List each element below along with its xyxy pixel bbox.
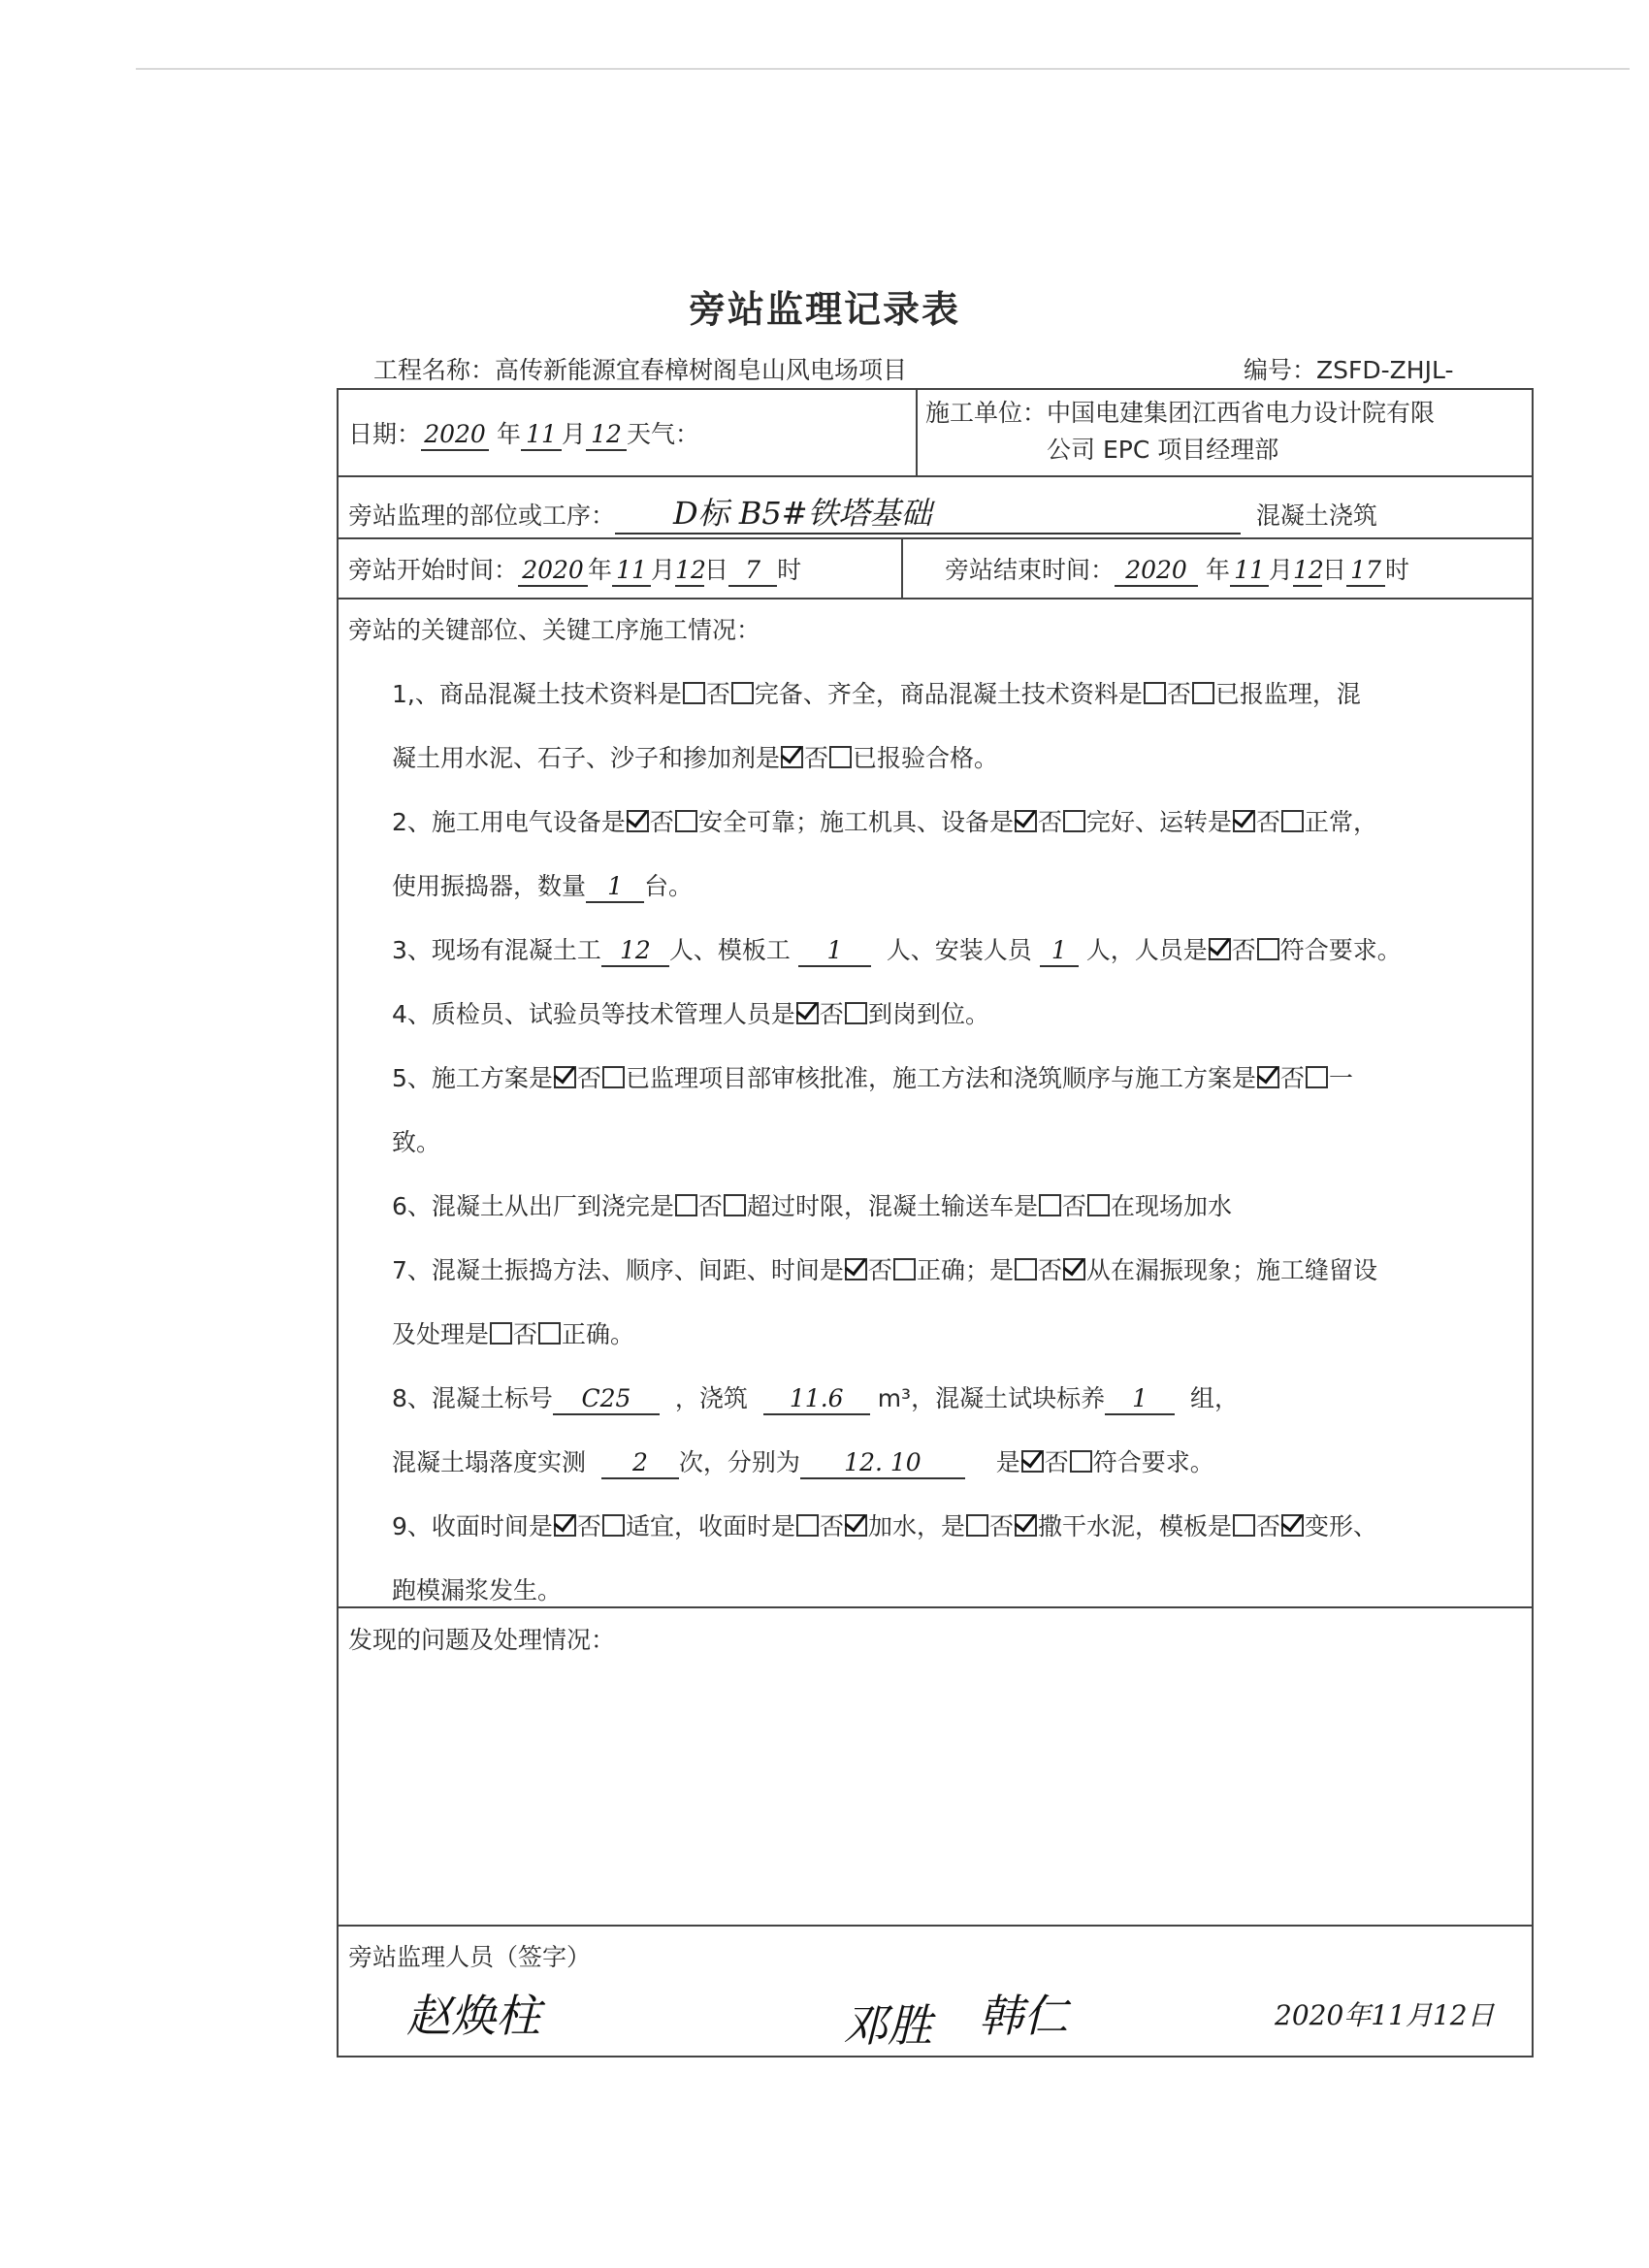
form-text: 否: [819, 1000, 844, 1028]
checkbox-no[interactable]: [724, 1194, 746, 1216]
checkbox-yes-checked[interactable]: [627, 810, 649, 832]
checkbox-no-checked[interactable]: [1063, 1258, 1085, 1280]
checkbox-yes-checked[interactable]: [1257, 1066, 1279, 1088]
date-label: 日期：: [348, 420, 422, 448]
specimen-groups: 1: [1105, 1383, 1175, 1415]
checkbox-yes[interactable]: [966, 1514, 988, 1537]
form-text: 次，分别为: [678, 1448, 800, 1476]
checkbox-no[interactable]: [1070, 1450, 1092, 1473]
form-text: 变形、: [1305, 1512, 1378, 1540]
project-value: 高传新能源宜春樟树阁皂山风电场项目: [495, 356, 908, 384]
date-day: 12: [586, 419, 627, 451]
form-text: 符合要求。: [1279, 936, 1402, 964]
unit-hour: 时: [1385, 556, 1410, 584]
form-text: 已报验合格。: [853, 744, 999, 772]
checkbox-no-checked[interactable]: [845, 1514, 867, 1537]
form-text: m³，混凝土试块标养: [877, 1384, 1106, 1412]
form-text: 1,、商品混凝土技术资料是: [392, 680, 682, 708]
col-divider: [901, 537, 903, 598]
form-text: 撒干水泥，模板是: [1038, 1512, 1233, 1540]
unit-year: 年: [588, 556, 613, 584]
item-9-line-1: [392, 1511, 1377, 1541]
code-value: ZSFD-ZHJL-: [1316, 356, 1454, 384]
form-text: 安全可靠；施工机具、设备是: [697, 808, 1014, 836]
section-heading: 旁站的关键部位、关键工序施工情况：: [348, 616, 761, 644]
concrete-grade: C25: [553, 1383, 660, 1415]
form-text: 否: [867, 1256, 892, 1284]
start-time-field: [348, 555, 801, 587]
checkbox-yes-checked[interactable]: [781, 746, 803, 768]
form-text: 超过时限，混凝土输送车是: [746, 1192, 1038, 1220]
checkbox-no-checked[interactable]: [1281, 1514, 1304, 1537]
signature-2: 邓胜: [843, 1999, 932, 2052]
item-5-line-1: [392, 1063, 1353, 1093]
form-text: 否: [576, 1512, 601, 1540]
installers: 1: [1040, 935, 1079, 967]
form-text: 人、安装人员: [886, 936, 1032, 964]
item-7-line-2: [392, 1319, 634, 1349]
checkbox-no[interactable]: [845, 1002, 867, 1024]
form-title: 旁站监理记录表: [688, 288, 960, 331]
form-text: 符合要求。: [1092, 1448, 1214, 1476]
end-hour: 17: [1346, 555, 1385, 587]
slump-tests: 2: [601, 1447, 679, 1479]
row-divider: [339, 1606, 1532, 1608]
date-field: [348, 419, 699, 451]
start-month: 11: [612, 555, 651, 587]
part-label: 旁站监理的部位或工序：: [348, 502, 616, 530]
form-text: 正确。: [562, 1320, 635, 1348]
end-month: 11: [1230, 555, 1269, 587]
item-9-line-2: 跑模漏浆发生。: [392, 1576, 563, 1604]
problems-label: 发现的问题及处理情况：: [348, 1626, 616, 1654]
form-text: 及处理是: [392, 1320, 490, 1348]
slump-values: 12. 10: [800, 1447, 965, 1479]
form-text: 否: [1037, 808, 1062, 836]
scan-edge-line: [136, 68, 1630, 70]
form-text: 4、质检员、试验员等技术管理人员是: [392, 1000, 795, 1028]
form-text: 台。: [644, 872, 694, 900]
checkbox-yes-checked[interactable]: [845, 1258, 867, 1280]
item-4: [392, 999, 989, 1029]
form-text: 一: [1328, 1064, 1353, 1092]
item-6: [392, 1191, 1232, 1221]
form-text: 从在漏振现象；施工缝留设: [1085, 1256, 1377, 1284]
form-text: 正确；是: [916, 1256, 1014, 1284]
form-text: 完备、齐全，商品混凝土技术资料是: [754, 680, 1143, 708]
signature-1: 赵焕柱: [406, 1990, 540, 2042]
signature-3: 韩仁: [979, 1990, 1068, 2042]
unit-month: 月: [651, 556, 676, 584]
vibrator-count: 1: [586, 871, 644, 903]
form-text: 否: [1166, 680, 1191, 708]
form-text: 6、混凝土从出厂到浇完是: [392, 1192, 674, 1220]
start-label: 旁站开始时间：: [348, 556, 519, 584]
item-8-line-1: [392, 1383, 1239, 1415]
form-text: 否: [804, 744, 829, 772]
checkbox-no[interactable]: [1306, 1066, 1328, 1088]
unit-day: 日: [704, 556, 729, 584]
checkbox-yes[interactable]: [1039, 1194, 1061, 1216]
form-text: 已监理项目部审核批准，施工方法和浇筑顺序与施工方案是: [625, 1064, 1256, 1092]
weather-label: 天气：: [627, 420, 700, 448]
form-text: 是: [995, 1448, 1020, 1476]
unit-month: 月: [1268, 556, 1293, 584]
start-day: 12: [675, 555, 704, 587]
part-value: D标 B5#铁塔基础: [615, 494, 1241, 535]
form-text: 加水，是: [867, 1512, 965, 1540]
form-text: 到岗到位。: [867, 1000, 989, 1028]
form-text: 否: [819, 1512, 844, 1540]
row-divider: [339, 537, 1532, 539]
project-label: 工程名称：: [373, 356, 496, 384]
form-text: 否: [1044, 1448, 1069, 1476]
project-name: [373, 351, 907, 386]
year-unit: 年: [496, 420, 521, 448]
contractor-line2: 公司 EPC 项目经理部: [1047, 436, 1279, 464]
form-text: 否: [1061, 1192, 1086, 1220]
form-text: 否: [1231, 936, 1256, 964]
formwork-workers: 1: [798, 935, 871, 967]
concrete-workers: 12: [601, 935, 669, 967]
checkbox-no[interactable]: [1257, 938, 1279, 960]
signature-date: 2020年11月12日: [1275, 1999, 1495, 2031]
row-divider: [339, 598, 1532, 599]
checkbox-yes[interactable]: [490, 1322, 512, 1345]
form-text: 完好、运转是: [1085, 808, 1232, 836]
checkbox-no[interactable]: [602, 1066, 625, 1088]
form-text: 8、混凝土标号: [392, 1384, 553, 1412]
item-5-line-2: 致。: [392, 1128, 441, 1156]
form-text: 使用振捣器，数量: [392, 872, 587, 900]
contractor-label: 施工单位：: [925, 399, 1048, 427]
form-text: 否: [1255, 808, 1280, 836]
form-text: 2、施工用电气设备是: [392, 808, 626, 836]
form-text: 否: [513, 1320, 538, 1348]
checkbox-yes[interactable]: [796, 1514, 819, 1537]
item-2-line-1: [392, 807, 1377, 837]
checkbox-no-checked[interactable]: [1015, 1514, 1037, 1537]
checkbox-no[interactable]: [675, 810, 697, 832]
unit-hour: 时: [777, 556, 802, 584]
form-text: ，浇筑: [674, 1384, 748, 1412]
checkbox-yes-checked[interactable]: [1209, 938, 1231, 960]
form-text: 7、混凝土振捣方法、顺序、间距、时间是: [392, 1256, 844, 1284]
checkbox-yes[interactable]: [675, 1194, 697, 1216]
item-2-line-2: [392, 871, 693, 903]
checkbox-yes-checked[interactable]: [1233, 810, 1255, 832]
form-text: 组，: [1190, 1384, 1240, 1412]
checkbox-no[interactable]: [1063, 810, 1085, 832]
end-year: 2020: [1115, 555, 1198, 587]
record-form: [337, 388, 1534, 2057]
checkbox-no[interactable]: [829, 746, 852, 768]
form-text: 人，人员是: [1085, 936, 1208, 964]
form-text: 5、施工方案是: [392, 1064, 553, 1092]
form-text: 否: [1037, 1256, 1062, 1284]
form-text: 否: [1279, 1064, 1305, 1092]
checkbox-no[interactable]: [1281, 810, 1304, 832]
checkbox-yes[interactable]: [683, 682, 705, 704]
form-text: 否: [705, 680, 730, 708]
code-label: 编号：: [1244, 356, 1317, 384]
checkbox-yes-checked[interactable]: [1021, 1450, 1044, 1473]
item-3: [392, 935, 1402, 967]
date-month: 11: [521, 419, 562, 451]
end-day: 12: [1293, 555, 1322, 587]
row-divider: [339, 1925, 1532, 1927]
checkbox-no[interactable]: [893, 1258, 916, 1280]
form-text: 否: [649, 808, 674, 836]
checkbox-no[interactable]: [731, 682, 754, 704]
signature-label: 旁站监理人员（签字）: [348, 1943, 592, 1971]
checkbox-no[interactable]: [602, 1514, 625, 1537]
end-time-field: [945, 555, 1409, 587]
checkbox-yes[interactable]: [1233, 1514, 1255, 1537]
checkbox-yes-checked[interactable]: [796, 1002, 819, 1024]
item-1-line-1: [392, 679, 1361, 709]
checkbox-yes-checked[interactable]: [1015, 810, 1037, 832]
form-text: 适宜，收面时是: [625, 1512, 795, 1540]
contractor-line1: [925, 398, 1435, 428]
form-text: 已报监理，混: [1214, 680, 1361, 708]
checkbox-yes[interactable]: [1015, 1258, 1037, 1280]
checkbox-no[interactable]: [1192, 682, 1214, 704]
process-value: 混凝土浇筑: [1255, 502, 1377, 530]
row-divider: [339, 475, 1532, 477]
form-text: 否: [1256, 1512, 1281, 1540]
col-divider: [916, 390, 918, 475]
form-text: 凝土用水泥、石子、沙子和掺加剂是: [392, 744, 781, 772]
document-code: [1244, 351, 1453, 386]
checkbox-yes[interactable]: [1144, 682, 1166, 704]
form-text: 在现场加水: [1110, 1192, 1232, 1220]
item-7-line-1: [392, 1255, 1377, 1285]
date-year: 2020: [421, 419, 489, 451]
unit-day: 日: [1322, 556, 1347, 584]
month-unit: 月: [561, 420, 586, 448]
form-text: 否: [576, 1064, 601, 1092]
form-text: 9、收面时间是: [392, 1512, 553, 1540]
form-text: 人、模板工: [668, 936, 791, 964]
form-text: 正常，: [1305, 808, 1378, 836]
form-text: 否: [697, 1192, 723, 1220]
form-text: 混凝土塌落度实测: [392, 1448, 587, 1476]
form-text: 否: [988, 1512, 1014, 1540]
checkbox-yes-checked[interactable]: [554, 1066, 576, 1088]
start-year: 2020: [518, 555, 588, 587]
unit-year: 年: [1205, 556, 1230, 584]
supervision-part-field: [348, 494, 1377, 535]
checkbox-no[interactable]: [538, 1322, 561, 1345]
form-text: 3、现场有混凝土工: [392, 936, 601, 964]
checkbox-no[interactable]: [1087, 1194, 1110, 1216]
start-hour: 7: [728, 555, 777, 587]
checkbox-yes-checked[interactable]: [554, 1514, 576, 1537]
item-1-line-2: [392, 743, 998, 773]
item-8-line-2: [392, 1447, 1214, 1479]
contractor-value: 中国电建集团江西省电力设计院有限: [1047, 399, 1436, 427]
pour-volume: 11.6: [763, 1383, 870, 1415]
end-label: 旁站结束时间：: [945, 556, 1116, 584]
